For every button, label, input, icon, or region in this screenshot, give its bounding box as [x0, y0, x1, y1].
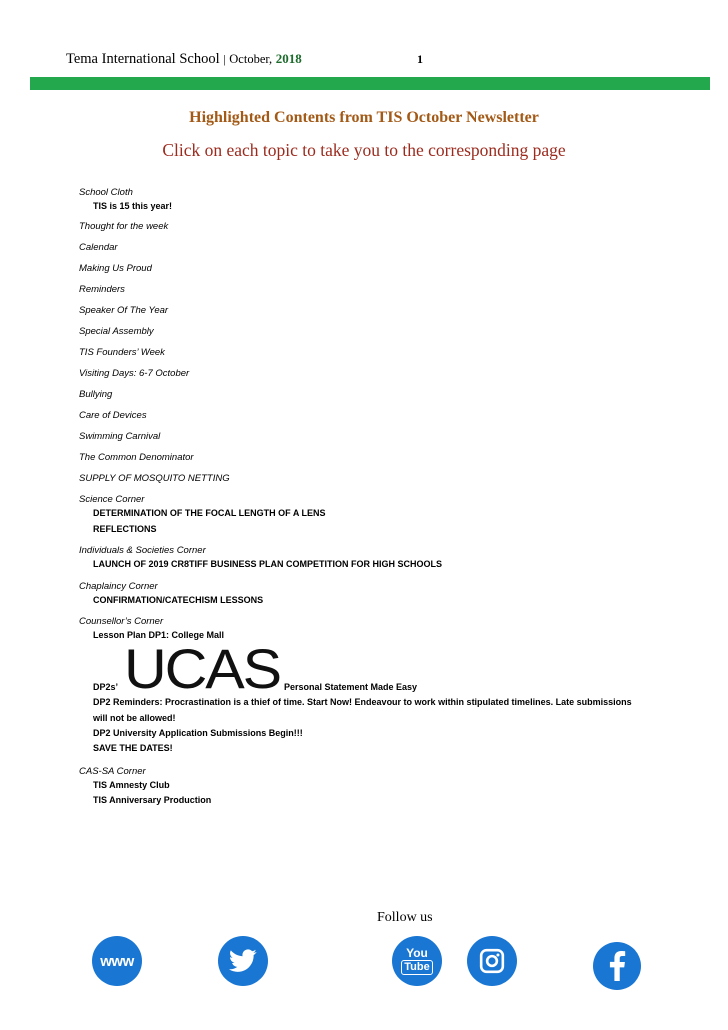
toc-link-common-denominator[interactable]: The Common Denominator	[79, 452, 194, 463]
page-subtitle: Click on each topic to take you to the corresponding page	[162, 140, 566, 160]
header-school-line	[66, 51, 302, 68]
toc-link-founders-week[interactable]: TIS Founders’ Week	[79, 347, 165, 358]
toc-link-personal-statement[interactable]: Personal Statement Made Easy	[284, 681, 418, 692]
toc-link-calendar[interactable]: Calendar	[79, 242, 118, 253]
toc-link-cas-corner[interactable]: CAS-SA Corner	[79, 765, 146, 777]
toc-link-dp2-university[interactable]: DP2 University Application Submissions Begin!!!	[93, 727, 303, 738]
facebook-f-glyph	[607, 951, 627, 981]
toc-link-bullying[interactable]: Bullying	[79, 389, 113, 400]
toc-link-visiting-days[interactable]: Visiting Days: 6-7 October	[79, 368, 190, 379]
toc-link-special-assembly[interactable]: Special Assembly	[79, 326, 154, 337]
toc-link-mosquito-netting[interactable]: SUPPLY OF MOSQUITO NETTING	[79, 473, 230, 484]
facebook-icon[interactable]	[593, 942, 641, 990]
youtube-label-top: You	[406, 946, 428, 960]
header-separator: |	[223, 52, 226, 66]
toc-link-dp2-reminders[interactable]: DP2 Reminders: Procrastination is a thief of time. Start Now! Endeavour to work within stipulated timelines. Late submissions will not be allowed!	[93, 696, 632, 723]
header-year: 2018	[275, 51, 302, 66]
toc-link-amnesty-club[interactable]: TIS Amnesty Club	[93, 779, 170, 790]
toc-link-chaplaincy-corner[interactable]: Chaplaincy Corner	[79, 580, 158, 592]
toc-link-dp2s[interactable]: DP2s’	[93, 681, 119, 692]
instagram-icon[interactable]	[467, 936, 517, 986]
youtube-glyph	[401, 947, 432, 975]
twitter-icon[interactable]	[218, 936, 268, 986]
toc-link-focal-length[interactable]: DETERMINATION OF THE FOCAL LENGTH OF A LENS	[93, 508, 326, 518]
school-name: Tema International School	[66, 51, 220, 67]
website-icon[interactable]	[92, 936, 142, 986]
toc-link-counsellor-corner[interactable]: Counsellor’s Corner	[79, 616, 164, 627]
twitter-bird-glyph	[229, 949, 257, 973]
follow-us-label: Follow us	[377, 910, 433, 925]
toc-link-cr8tiff[interactable]: LAUNCH OF 2019 CR8TIFF BUSINESS PLAN COMPETITION FOR HIGH SCHOOLS	[93, 559, 443, 569]
toc-link-individuals-corner[interactable]: Individuals & Societies Corner	[79, 545, 206, 556]
ucas-row[interactable]	[79, 644, 699, 694]
www-label: www	[100, 952, 134, 970]
toc-link-swimming-carnival[interactable]: Swimming Carnival	[79, 431, 161, 442]
toc-link-reminders[interactable]: Reminders	[79, 284, 125, 295]
toc-link-reflections[interactable]: REFLECTIONS	[93, 523, 157, 534]
toc-link-care-of-devices[interactable]: Care of Devices	[79, 410, 147, 421]
header-month: October,	[229, 52, 273, 66]
ucas-logo-text: UCAS	[124, 643, 280, 692]
toc-link-save-dates[interactable]: SAVE THE DATES!	[93, 743, 173, 753]
youtube-label-bottom: Tube	[401, 960, 432, 975]
toc-link-lesson-plan[interactable]: Lesson Plan DP1: College Mall	[93, 630, 225, 640]
toc-link-thought[interactable]: Thought for the week	[79, 221, 169, 232]
toc-link-school-cloth[interactable]: School Cloth	[79, 187, 133, 198]
toc-link-making-us-proud[interactable]: Making Us Proud	[79, 263, 152, 274]
page-title: Highlighted Contents from TIS October Newsletter	[189, 109, 539, 126]
toc-link-speaker[interactable]: Speaker Of The Year	[79, 305, 169, 316]
header-divider-bar	[30, 77, 710, 90]
youtube-icon[interactable]	[392, 936, 442, 986]
table-of-contents	[79, 186, 699, 809]
toc-link-tis-15[interactable]: TIS is 15 this year!	[93, 201, 173, 211]
toc-link-science-corner[interactable]: Science Corner	[79, 494, 145, 505]
toc-link-anniversary-production[interactable]: TIS Anniversary Production	[93, 795, 212, 805]
page-number: 1	[417, 52, 423, 66]
instagram-camera-glyph	[479, 948, 505, 974]
toc-link-confirmation[interactable]: CONFIRMATION/CATECHISM LESSONS	[93, 594, 264, 605]
ucas-logo	[124, 644, 284, 692]
